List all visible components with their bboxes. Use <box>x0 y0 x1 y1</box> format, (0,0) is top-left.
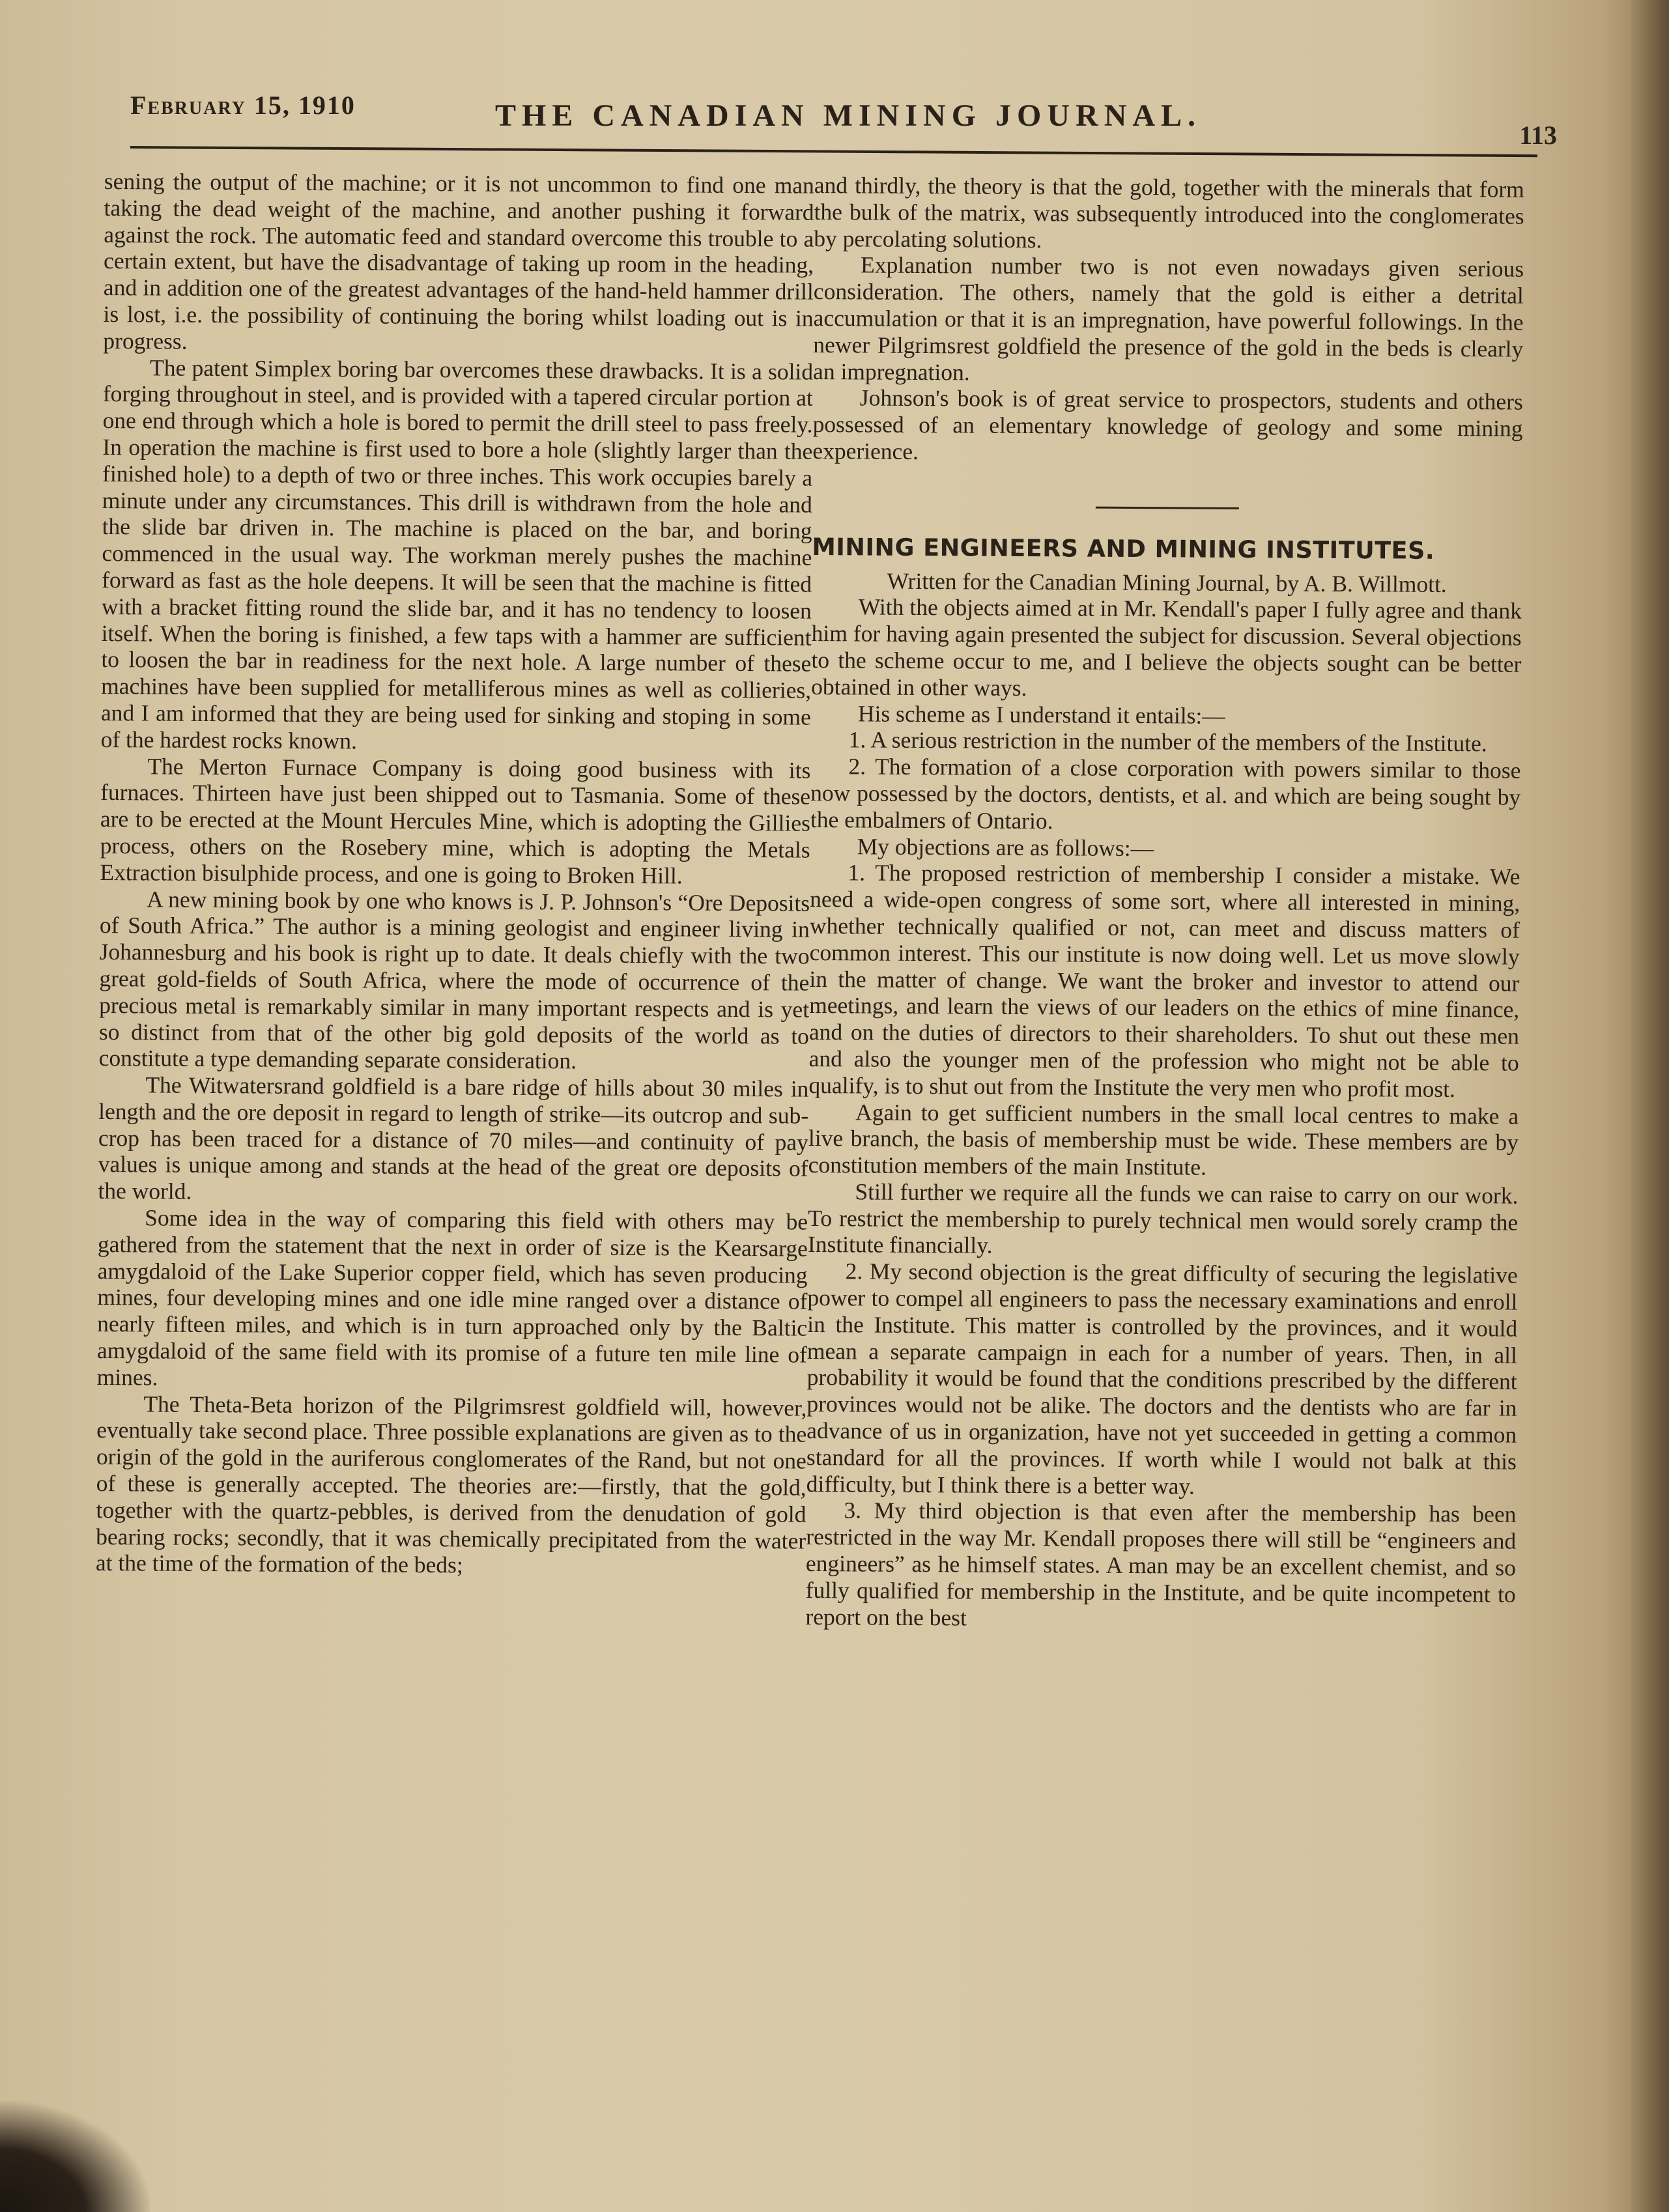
page-number: 113 <box>1519 121 1557 150</box>
left-paragraph: The Merton Furnace Company is doing good business with its furnaces. Thirteen have just been shipped out to Tasmania. Some of these are to be erected at the Mount Hercules Mine, which is adopting the Gillies process, others on the Rosebery mine, which is adopting the Metals Extraction bisulphide process, and one is going to Broken Hill. <box>100 752 811 889</box>
article-byline: Written for the Canadian Mining Journal, by A. B. Willmott. <box>887 567 1447 597</box>
right-paragraph: Again to get sufficient numbers in the small local centres to make a live branch, the basis of membership must be wide. These members are by constitution members of the main Institute. <box>808 1098 1519 1180</box>
section-heading: MINING ENGINEERS AND MINING INSTITUTES. <box>812 532 1435 565</box>
header-rule <box>130 146 1537 157</box>
left-paragraph: The patent Simplex boring bar overcomes these drawbacks. It is a solid forging throughout in steel, and is provided with a tapered circular portion at one end through which a hole is bored to permit the drill steel to pass freely. In operation the machine is first used to bore a hole (slightly larger than the finished hole) to a depth of two or three inches. This work occupies barely a minute under any circumstances. This drill is withdrawn from the hole and the slide bar driven in. The machine is placed on the bar, and boring commenced in the usual way. The workman merely pushes the machine forward as fast as the hole deepens. It will be seen that the machine is fitted with a bracket fitting round the slide bar, and it has no tendency to loosen itself. When the boring is finished, a few taps with a hammer are sufficient to loosen the bar in readiness for the next hole. A large number of these machines have been supplied for metalliferous mines as well as collieries, and I am informed that they are being used for sinking and stoping in some of the hardest rocks known. <box>100 354 814 754</box>
right-paragraph: His scheme as I understand it entails:— <box>857 700 1225 729</box>
right-column <box>802 172 1524 2170</box>
right-paragraph: With the objects aimed at in Mr. Kendall's paper I fully agree and thank him for having again presented the subject for discussion. Several objections to the scheme occur to me, and I believe the objects sought can be better obtained in other ways. <box>811 593 1522 701</box>
left-paragraph: Some idea in the way of comparing this field with others may be gathered from the statement that the next in order of size is the Kearsarge amygdaloid of the Lake Superior copper field, which has seven producing mines, four developing mines and one idle mine ranged over a distance of nearly fifteen miles, and which is in turn approached only by the Baltic amygdaloid of the same field with its promise of a future ten mile line of mines. <box>96 1204 808 1391</box>
journal-title: THE CANADIAN MINING JOURNAL. <box>495 98 1202 133</box>
right-paragraph: Explanation number two is not even nowadays given serious consideration. The others, namely that the gold is either a detrital accumulation or that it is an impregnation, have powerful followings. In the newer Pilgrimsrest goldfield the presence of the gold in the beds is clearly an impregnation. <box>813 251 1524 386</box>
list-item: 2. The formation of a close corporation with powers similar to those now possessed by the doctors, dentists, et al. and which are being sought by the embalmers of Ontario. <box>810 753 1521 834</box>
issue-date: February 15, 1910 <box>130 91 356 120</box>
left-column <box>92 168 814 2185</box>
list-item: 3. My third objection is that even after the membership has been restricted in the way Mr. Kendall proposes there will still be “engineers and engineers” as he himself states. A man may be an excellent chemist, and so fully qualified for membership in the Institute, and be quite incompetent to report on the best <box>805 1497 1517 1631</box>
left-paragraph: The Theta-Beta horizon of the Pilgrimsrest goldfield will, however, eventually take second place. Three possible explanations are given as to the origin of the gold in the auriferous conglomerates of the Rand, but not one of these is generally accepted. The theories are:—firstly, that the gold, together with the quartz-pebbles, is derived from the denudation of gold bearing rocks; secondly, that it was chemically precipitated from the water at the time of the formation of the beds; <box>95 1391 807 1578</box>
list-item: 1. The proposed restriction of membership I consider a mistake. We need a wide-open congress of some sort, where all interested in mining, whether technically qualified or not, can meet and discuss matters of common interest. This our institute is now doing well. Let us move slowly in the matter of change. We want the broker and investor to attend our meetings, and learn the views of our leaders on the ethics of mine finance, and on the duties of directors to their shareholders. To shut out these men and also the younger men of the profession who might not be able to qualify, is to shut out from the Institute the very men who profit most. <box>808 859 1520 1102</box>
left-paragraph: A new mining book by one who knows is J. P. Johnson's “Ore Deposits of South Africa.” The author is a mining geologist and engineer living in Johannesburg and his book is right up to date. It deals chiefly with the two great gold-fields of South Africa, where the mode of occurrence of the precious metal is remarkably similar in many important respects and is yet so distinct from that of the other big gold deposits of the world as to constitute a type demanding separate consideration. <box>98 885 810 1074</box>
right-paragraph: Johnson's book is of great service to prospectors, students and others possessed of an elementary knowledge of geology and some mining experience. <box>812 384 1523 464</box>
right-paragraph: Still further we require all the funds we can raise to carry on our work. To restrict the membership to purely technical men would sorely cramp the Institute financially. <box>807 1178 1519 1259</box>
list-item: 1. A serious restriction in the number of the members of the Institute. <box>848 726 1487 757</box>
left-paragraph: sening the output of the machine; or it is not uncommon to find one man taking the dead weight of the machine, and another pushing it forward against the rock. The automatic feed and standard overcome this trouble to a certain extent, but have the disadvantage of taking up room in the heading, and in addition one of the greatest advantages of the hand-held hammer drill is lost, i.e. the possibility of continuing the boring whilst loading out is in progress. <box>103 168 814 354</box>
list-item: 2. My second objection is the great difficulty of securing the legislative power to compel all engineers to pass the necessary examinations and enroll in the Institute. This matter is controlled by the provinces, and it would mean a separate campaign in each for a number of years. Then, in all probability it would be found that the conditions prescribed by the different provinces would not be alike. The doctors and the dentists who are far in advance of us in organization, have not yet succeeded in getting a common standard for all the provinces. If worth while I would not balk at this difficulty, but I think there is a better way. <box>806 1258 1518 1499</box>
right-paragraph: My objections are as follows:— <box>857 832 1154 861</box>
right-paragraph: and thirdly, the theory is that the gold, together with the minerals that form the bulk of the matrix, was subsequently introduced into the conglomerates by percolating solutions. <box>814 172 1524 253</box>
left-paragraph: The Witwatersrand goldfield is a bare ridge of hills about 30 miles in length and the ore deposit in regard to length of strike—its outcrop and sub-crop has been traced for a distance of 70 miles—and continuity of pay values is unique among and stands at the head of the great ore deposits of the world. <box>98 1071 809 1205</box>
section-divider <box>1096 506 1239 509</box>
book-gutter <box>1631 0 1669 2212</box>
running-header <box>130 83 1557 150</box>
